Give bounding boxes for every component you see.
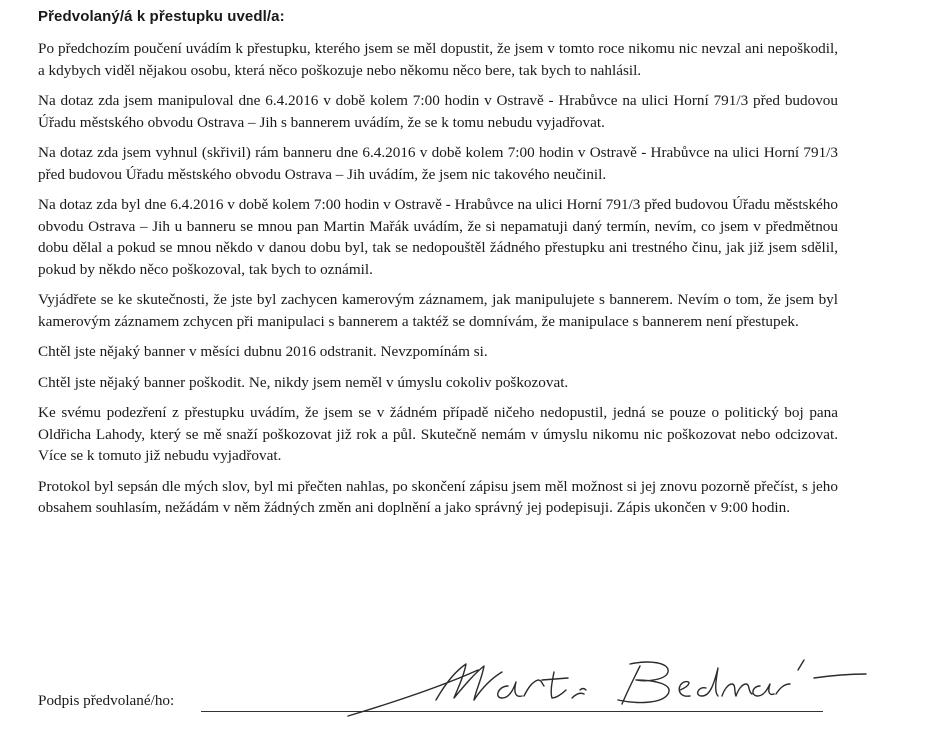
paragraph-6: Chtěl jste nějaký banner v měsíci dubnu 2016 odstranit. Nevzpomínám si. — [38, 343, 488, 360]
paragraph-8: Ke svému podezření z přestupku uvádím, že jsem se v žádném případě ničeho nedopustil, jedná se pouze o politický boj pana Oldřicha Lahody, který se mě snaží poškozovat již rok a půl. Skutečně nemám v úmyslu nikomu nic poškozovat nebo odcizovat. Více se k tomuto již nebudu vyjadřovat. — [38, 404, 838, 464]
signature-row — [38, 650, 868, 720]
section-heading: Předvolaný/á k přestupku uvedl/a: — [38, 8, 285, 25]
paragraph-7: Chtěl jste nějaký banner poškodit. Ne, nikdy jsem neměl v úmyslu cokoliv poškozovat. — [38, 373, 569, 391]
handwritten-signature — [318, 650, 868, 720]
paragraph-1: Po předchozím poučení uvádím k přestupku, kterého jsem se měl dopustit, že jsem v tomto roce nikomu nic nevzal ani nepoškodil, a kdybych viděl nějakou osobu, která něco poškozuje nebo někomu něco bere, tak bych to nahlásil. — [38, 40, 838, 79]
protocol-page — [38, 8, 838, 528]
statement-body — [38, 38, 838, 519]
paragraph-3: Na dotaz zda jsem vyhnul (skřivil) rám banneru dne 6.4.2016 v době kolem 7:00 hodin v Ostravě - Hrabůvce na ulici Horní 791/3 před budovou Úřadu městského obvodu Ostrava – Jih uvádím, že jsem nic takového neučinil. — [38, 144, 838, 183]
paragraph-5: Vyjádřete se ke skutečnosti, že jste byl zachycen kamerovým záznamem, jak manipulujete s bannerem. Nevím o tom, že jsem byl kamerovým záznamem zchycen při manipulaci s bannerem a taktéž se domnívám, že manipulace s bannerem není přestupek. — [38, 291, 838, 330]
paragraph-2: Na dotaz zda jsem manipuloval dne 6.4.2016 v době kolem 7:00 hodin v Ostravě - Hrabůvce na ulici Horní 791/3 před budovou Úřadu městského obvodu Ostrava – Jih s bannerem uvádím, že se k tomu nebudu vyjadřovat. — [38, 92, 838, 131]
paragraph-4: Na dotaz zda byl dne 6.4.2016 v době kolem 7:00 hodin v Ostravě - Hrabůvce na ulici Horní 791/3 před budovou Úřadu městského obvodu Ostrava – Jih u banneru se mnou pan Martin Mařák uvádím, že si nepamatuji daný termín, nevím, co jsem v předmětnou dobu dělal a pokud se mnou někdo v danou dobu byl, tak se nedopouštěl žádného přestupku ani trestného činu, jak již jsem sdělil, pokud by někdo něco poškozoval, tak bych to oznámil. — [38, 196, 838, 278]
paragraph-9: Protokol byl sepsán dle mých slov, byl mi přečten nahlas, po skončení zápisu jsem měl možnost si jej znovu pozorně přečíst, s jeho obsahem souhlasím, nežádám v něm žádných změn ani doplnění a jako správný jej podepisuji. Zápis ukončen v 9:00 hodin. — [38, 477, 838, 516]
signature-label: Podpis předvolané/ho: — [38, 692, 175, 709]
